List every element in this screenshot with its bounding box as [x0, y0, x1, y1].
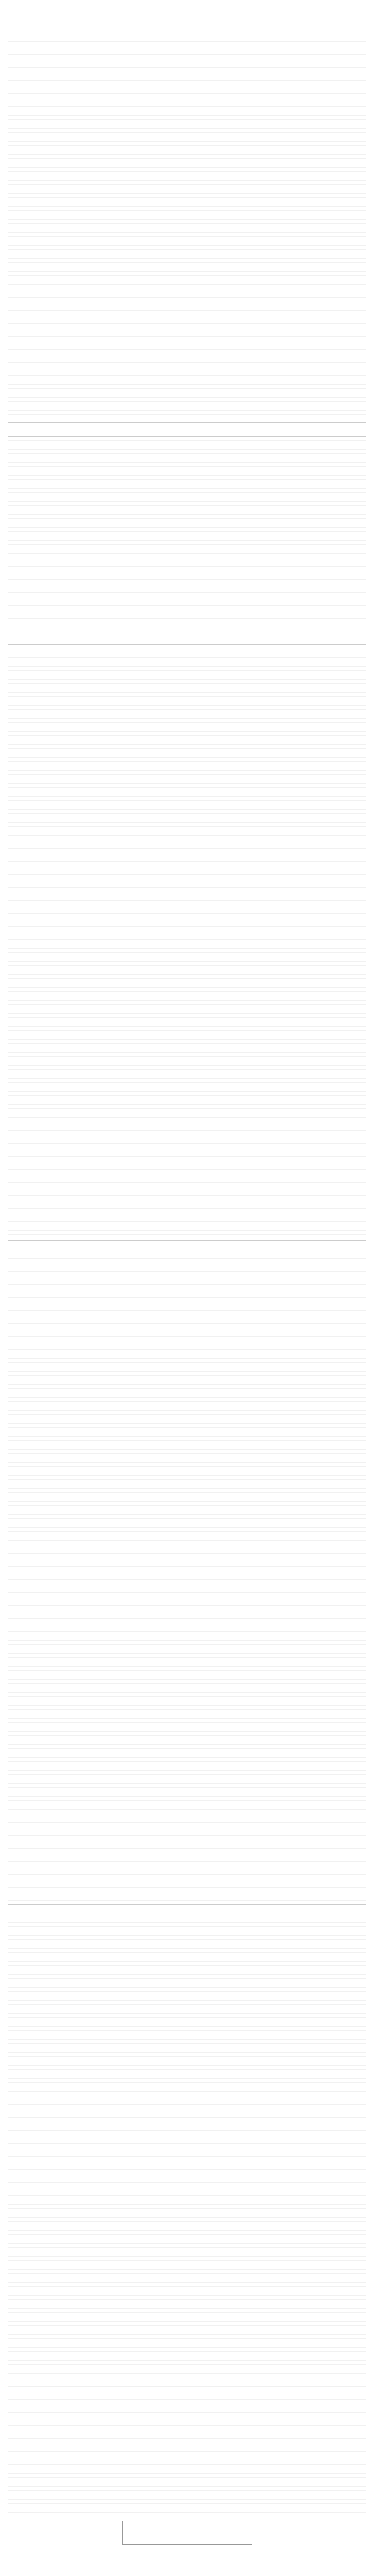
section-1-table [8, 33, 366, 423]
section-5-heading [8, 1910, 366, 1915]
section-1-heading [8, 25, 366, 30]
section-1 [8, 25, 366, 423]
section-4 [8, 1246, 366, 1905]
footer-box [122, 2521, 252, 2545]
section-3 [8, 637, 366, 1241]
section-4-heading [8, 1246, 366, 1252]
section-2 [8, 428, 366, 631]
section-4-text [8, 1254, 366, 1905]
section-3-text [8, 644, 366, 1241]
page-title [8, 9, 366, 17]
section-3-heading [8, 637, 366, 642]
section-2-table [8, 436, 366, 631]
section-5 [8, 1910, 366, 2514]
footer [8, 2521, 366, 2545]
section-2-heading [8, 428, 366, 434]
section-5-text [8, 1918, 366, 2514]
